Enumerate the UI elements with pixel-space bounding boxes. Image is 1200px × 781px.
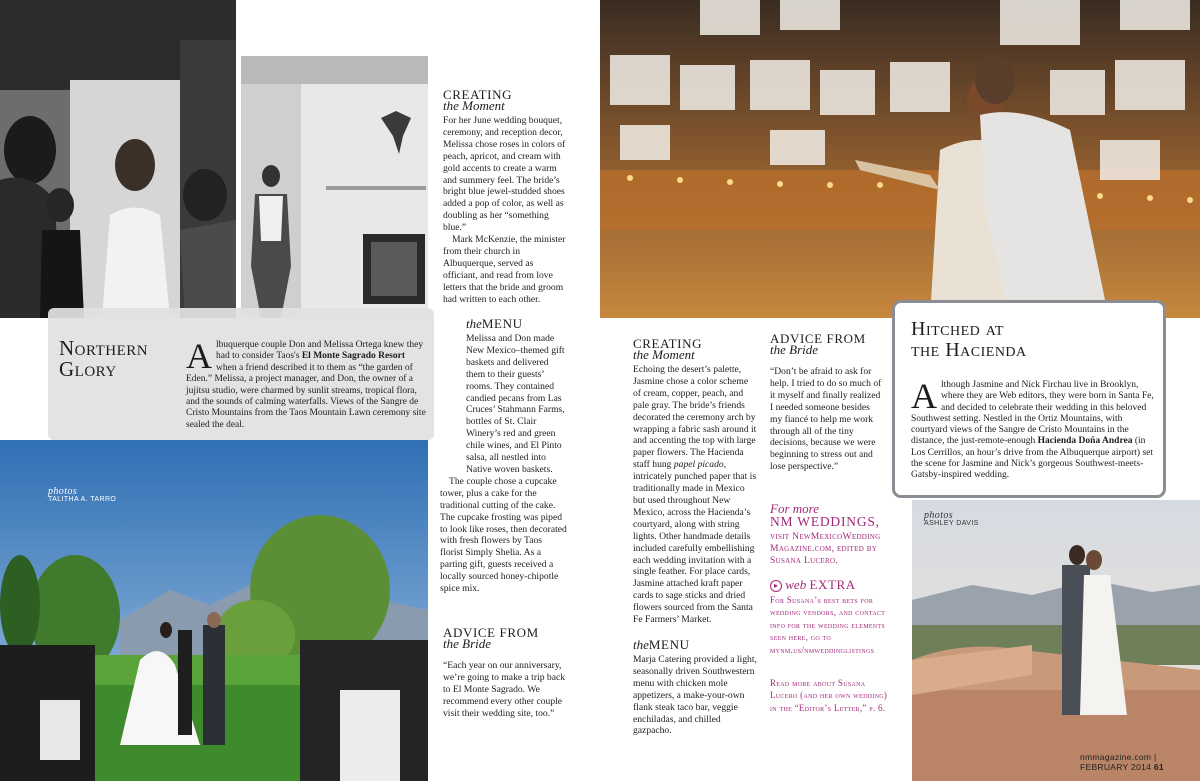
heading-italic: the [633,637,649,652]
heading-line2: the Moment [633,347,695,362]
web-script: web [785,577,807,592]
photo-couple-terrace [912,500,1200,781]
heading-line1: CREATING [443,87,513,102]
intro-text-post: when a friend described it to them as “the garden of Eden.” Melissa, a project manager, and Don, the owner of a jujitsu studio, were charmed by sunlit streams, tropical flora, and the sounds of calming waterfalls. Views of the Sangre de Cristo Mountains from the Taos Mountain Lawn ceremony site sealed the deal. [186,362,426,430]
footer-site: nmmagazine.com [1080,752,1152,762]
sidebar-web-extra [770,578,894,656]
photo-credit-name: TALITHA A. TARRO [48,496,117,503]
photo-groom-hallway [241,56,428,318]
moment-text-right [633,364,757,626]
web-extra-text[interactable]: For Susana’s best bets for wedding vendors, and contact info for the wedding elements seen here, go to mynm.us/nmweddinglistings [770,595,886,655]
dropcap: A [911,376,937,416]
section-heading-menu-left [466,318,523,329]
web-caps: EXTRA [809,577,856,592]
page-footer [1080,752,1200,772]
paragraph: The couple chose a cupcake tower, plus a cake for the traditional cutting of the cake. The cupcake frosting was piped to look like roses, then decorated with fresh flowers by Taos florist Simply Shelia. As a parting gift, guests received a locally sourced honey-chipotle spice mix. [440,475,567,595]
feature-title-left [59,338,179,380]
section-heading-advice-right [770,333,866,355]
feature-title-line2: the Hacienda [911,339,1027,361]
photo-bride-getting-ready [0,0,236,318]
section-heading-moment-left [443,89,512,111]
feature-title-line1: Northern [59,336,149,360]
photo-couple-dancing [600,0,1200,318]
arrow-circle-icon: ▸ [770,580,782,592]
menu-text-left [440,333,567,595]
advice-text-left [443,660,567,720]
heading-italic: the [466,316,482,331]
feature-intro-left [186,336,426,431]
moment-text-italic: papel picado [673,459,724,471]
photo-credit-label: photos [48,486,78,497]
feature-intro-panel-right [892,300,1166,498]
feature-intro-panel-left [48,308,434,440]
heading-line1: CREATING [633,336,703,351]
moment-text-left [443,115,567,306]
footer-divider: | [1153,752,1157,762]
page-number: 61 [1153,762,1164,772]
web-extra-heading [770,578,894,592]
advice-quote: “Don’t be afraid to ask for help. I tried to do so much of it myself and finally realized I needed someone besides my fiancé to help me work through all of the tiny decisions, because we were beginning to stress out and lose perspective.” [770,366,882,473]
intro-text-post: (in Los Cerrillos, an hour’s drive from the Albuquerque airport) set the scene for Jasmine and Nick’s gorgeous Southwest-meets-Gatsby-inspired wedding. [911,436,1154,481]
paragraph [633,364,757,626]
heading-line2: the Bride [770,342,819,357]
sidebar-more-weddings [770,502,892,567]
paragraph: Melissa and Don made New Mexico–themed gift baskets and delivered them to their guests’ rooms. They contained candied pecans from Las Cruces’ Stahmann Farms, bottles of St. Clair Winery’s red and green chile wines, and El Pinto salsa, all nestled into Native woven baskets. [466,333,565,475]
read-more-text[interactable]: Read more about Susana Lucero (and her own wedding) in the “Editor’s Letter,” p. 6. [770,678,888,713]
photo-credit-right [924,511,979,527]
advice-text-right [770,366,884,473]
intro-text-pre: lbuquerque couple Don and Melissa Ortega knew they had to consider Taos's [216,340,424,362]
section-heading-moment-right [633,338,702,360]
menu-text-right [633,654,759,737]
paragraph: Mark McKenzie, the minister from their church in Albuquerque, served as officiant, and read from love letters that the bride and groom had written to each other. [443,234,566,305]
dropcap: A [186,336,212,376]
heading-line1: ADVICE FROM [443,625,539,640]
heading-caps: MENU [481,316,523,331]
feature-title-right [911,319,1027,361]
venue-name: Hacienda Doña Andrea [1037,436,1133,447]
feature-title-line1: Hitched at [911,318,1004,340]
venue-name: El Monte Sagrado Resort [301,351,406,362]
feature-title-line2: Glory [59,357,117,381]
paragraph: Marja Catering provided a light, seasonally driven Southwestern menu with chicken mole appetizers, a make-your-own flank steak taco bar, veggie enchiladas, and chilled gazpacho. [633,654,757,737]
section-heading-menu-right [633,639,690,650]
photo-credit-name: ASHLEY DAVIS [924,520,979,527]
photo-credit-left [48,487,116,503]
photo-credit-label: photos [924,510,954,521]
moment-text-part2: , intricately punched paper that is traditionally made in Mexico but used throughout New Mexico, across the Hacienda’s courtyard, along with string lights. Other handmade details included carefully embellishing each wedding invitation with a single feather. For place cards, Jasmine attached kraft paper cards to sage sticks and dried flowers sourced from the Santa Fe Farmers’ Market. [633,459,757,626]
more-caps: NM WEDDINGS, [770,514,880,529]
heading-line1: ADVICE FROM [770,331,866,346]
heading-caps: MENU [648,637,690,652]
footer-issue: FEBRUARY 2014 [1080,762,1152,772]
section-heading-advice-left [443,627,539,649]
heading-line2: the Bride [443,636,492,651]
feature-intro-right [911,376,1155,482]
more-link-text[interactable]: visit NewMexicoWedding Magazine.com, edited by Susana Lucero. [770,531,881,566]
heading-line2: the Moment [443,98,505,113]
advice-quote: “Each year on our anniversary, we’re going to make a trip back to El Monte Sagrado. We recommend every other couple visit their wedding site, too.” [443,660,566,719]
more-script: For more [770,501,819,516]
intro-text-pre: lthough Jasmine and Nick Firchau live in Brooklyn, where they are Web editors, they were born in Santa Fe, and decided to celebrate their wedding in this beloved Southwest setting. Nestled in the Ortiz Mountains, with courtyard views of the Sangre de Cristo Mountains in the distance, the just-remote-enough [911,380,1154,447]
paragraph: For her June wedding bouquet, ceremony, and reception decor, Melissa chose roses in colors of peach, apricot, and cream with gold accents to create a warm and summery feel. The bride’s bright blue jewel-studded shoes added a pop of color, as well as doubling as her “something blue.” [443,115,566,234]
moment-text-part1: Echoing the desert’s palette, Jasmine chose a color scheme of cream, copper, peach, and pale gray. The bride’s friends decorated the ceremony arch by wrapping a fabric sash around it and accenting the top with large paper flowers. The Hacienda staff hung [633,364,757,471]
